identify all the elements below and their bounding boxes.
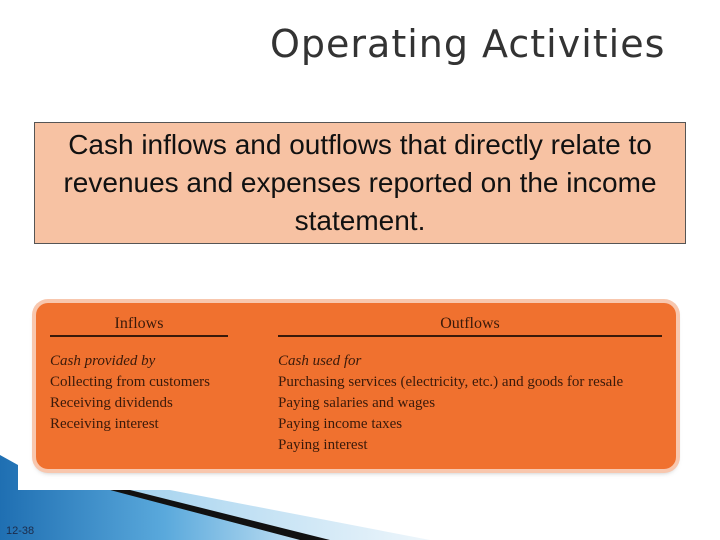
decorative-swoosh (0, 450, 720, 540)
outflows-column (278, 315, 662, 456)
definition-text: Cash inflows and outflows that directly relate to revenues and expenses reported on the income statement. (63, 129, 657, 236)
outflow-item: Paying salaries and wages (278, 395, 436, 411)
inflow-item: Collecting from customers (50, 374, 210, 390)
definition-box (34, 122, 686, 244)
inflows-column (50, 315, 228, 435)
outflows-header: Outflows (278, 315, 662, 337)
slide-number: 12-38 (6, 525, 35, 537)
outflow-item: Paying interest (278, 437, 368, 453)
inflows-header: Inflows (50, 315, 228, 337)
cash-flow-panel (36, 303, 676, 469)
outflow-item: Purchasing services (electricity, etc.) and goods for resale (278, 374, 624, 390)
outflow-item: Paying income taxes (278, 416, 403, 432)
slide-title: Operating Activities (270, 22, 666, 66)
outflows-subheader: Cash used for (278, 353, 362, 369)
inflows-subheader: Cash provided by (50, 353, 156, 369)
inflow-item: Receiving dividends (50, 395, 173, 411)
inflow-item: Receiving interest (50, 416, 159, 432)
